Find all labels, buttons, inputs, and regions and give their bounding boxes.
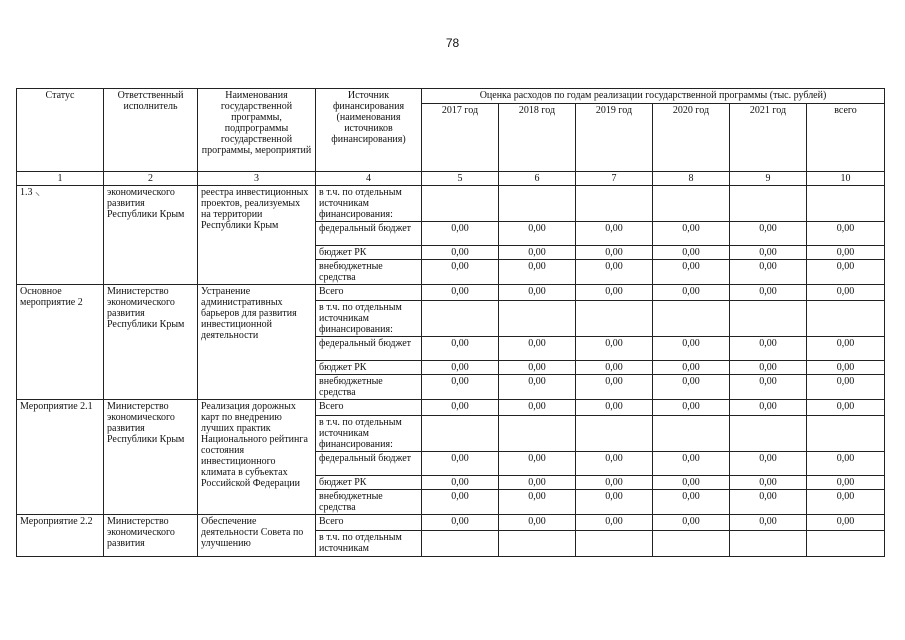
value-cell: 0,00 xyxy=(576,337,653,361)
source-cell: бюджет РК xyxy=(316,476,422,490)
program-cell: Обеспечение деятельности Совета по улучшению xyxy=(198,515,316,557)
value-cell xyxy=(576,416,653,452)
total-value-cell xyxy=(807,416,885,452)
source-cell: бюджет РК xyxy=(316,246,422,260)
source-cell: федеральный бюджет xyxy=(316,337,422,361)
value-cell: 0,00 xyxy=(730,452,807,476)
value-cell: 0,00 xyxy=(730,246,807,260)
value-cell xyxy=(499,531,576,557)
value-cell: 0,00 xyxy=(422,337,499,361)
value-cell: 0,00 xyxy=(730,515,807,531)
header-estimate: Оценка расходов по годам реализации государственной программы (тыс. рублей) xyxy=(422,89,885,104)
value-cell: 0,00 xyxy=(422,452,499,476)
value-cell xyxy=(576,186,653,222)
status-cell: Основное мероприятие 2 xyxy=(17,285,104,400)
value-cell: 0,00 xyxy=(422,515,499,531)
column-index: 5 xyxy=(422,172,499,186)
total-value-cell xyxy=(807,301,885,337)
value-cell xyxy=(730,301,807,337)
total-value-cell: 0,00 xyxy=(807,285,885,301)
total-value-cell xyxy=(807,186,885,222)
column-index: 2 xyxy=(104,172,198,186)
header-executor: Ответственный исполнитель xyxy=(104,89,198,172)
value-cell: 0,00 xyxy=(422,246,499,260)
value-cell: 0,00 xyxy=(422,375,499,400)
source-cell: бюджет РК xyxy=(316,361,422,375)
value-cell: 0,00 xyxy=(576,260,653,285)
total-value-cell: 0,00 xyxy=(807,246,885,260)
table-header xyxy=(17,89,885,186)
source-cell: внебюджетные средства xyxy=(316,490,422,515)
value-cell: 0,00 xyxy=(576,476,653,490)
value-cell xyxy=(653,301,730,337)
total-value-cell: 0,00 xyxy=(807,260,885,285)
value-cell: 0,00 xyxy=(499,361,576,375)
table-row xyxy=(17,515,885,531)
value-cell: 0,00 xyxy=(576,285,653,301)
total-value-cell: 0,00 xyxy=(807,361,885,375)
status-cell: 1.3 ⸜ xyxy=(17,186,104,285)
header-total: всего xyxy=(807,104,885,172)
column-index: 1 xyxy=(17,172,104,186)
total-value-cell: 0,00 xyxy=(807,515,885,531)
value-cell: 0,00 xyxy=(730,260,807,285)
column-index: 10 xyxy=(807,172,885,186)
header-program: Наименования государственной программы, подпрограммы государственной программы, мероприятий xyxy=(198,89,316,172)
value-cell: 0,00 xyxy=(653,452,730,476)
value-cell: 0,00 xyxy=(499,222,576,246)
value-cell: 0,00 xyxy=(653,490,730,515)
total-value-cell: 0,00 xyxy=(807,400,885,416)
value-cell: 0,00 xyxy=(653,375,730,400)
value-cell: 0,00 xyxy=(499,452,576,476)
value-cell: 0,00 xyxy=(576,246,653,260)
value-cell: 0,00 xyxy=(499,400,576,416)
value-cell: 0,00 xyxy=(576,515,653,531)
value-cell: 0,00 xyxy=(730,490,807,515)
value-cell: 0,00 xyxy=(499,246,576,260)
value-cell: 0,00 xyxy=(653,246,730,260)
page-number: 78 xyxy=(445,36,460,50)
value-cell xyxy=(653,186,730,222)
budget-table xyxy=(16,88,885,557)
total-value-cell: 0,00 xyxy=(807,490,885,515)
value-cell: 0,00 xyxy=(653,285,730,301)
value-cell: 0,00 xyxy=(499,260,576,285)
value-cell: 0,00 xyxy=(653,361,730,375)
table-body xyxy=(17,186,885,557)
value-cell: 0,00 xyxy=(422,260,499,285)
total-value-cell: 0,00 xyxy=(807,337,885,361)
table-row xyxy=(17,285,885,301)
header-year: 2019 год xyxy=(576,104,653,172)
value-cell: 0,00 xyxy=(653,476,730,490)
value-cell xyxy=(422,531,499,557)
executor-cell: экономического развития Республики Крым xyxy=(104,186,198,285)
value-cell: 0,00 xyxy=(422,476,499,490)
column-index: 7 xyxy=(576,172,653,186)
value-cell xyxy=(730,531,807,557)
column-index: 8 xyxy=(653,172,730,186)
total-value-cell: 0,00 xyxy=(807,452,885,476)
program-cell: Устранение административных барьеров для развития инвестиционной деятельности xyxy=(198,285,316,400)
value-cell: 0,00 xyxy=(730,337,807,361)
source-cell: в т.ч. по отдельным источникам финансирования: xyxy=(316,186,422,222)
header-year: 2017 год xyxy=(422,104,499,172)
status-cell: Мероприятие 2.1 xyxy=(17,400,104,515)
header-year: 2018 год xyxy=(499,104,576,172)
total-value-cell xyxy=(807,531,885,557)
value-cell xyxy=(576,531,653,557)
total-value-cell: 0,00 xyxy=(807,476,885,490)
source-cell: в т.ч. по отдельным источникам xyxy=(316,531,422,557)
value-cell: 0,00 xyxy=(653,260,730,285)
program-cell: Реализация дорожных карт по внедрению лучших практик Национального рейтинга состояния инвестиционного климата в субъектах Российской Федерации xyxy=(198,400,316,515)
value-cell: 0,00 xyxy=(499,375,576,400)
total-value-cell: 0,00 xyxy=(807,222,885,246)
executor-cell: Министерство экономического развития Республики Крым xyxy=(104,285,198,400)
value-cell: 0,00 xyxy=(422,285,499,301)
source-cell: Всего xyxy=(316,285,422,301)
value-cell: 0,00 xyxy=(499,476,576,490)
header-source: Источник финансирования (наименования источников финансирования) xyxy=(316,89,422,172)
value-cell xyxy=(499,416,576,452)
source-cell: федеральный бюджет xyxy=(316,222,422,246)
value-cell xyxy=(422,416,499,452)
value-cell: 0,00 xyxy=(499,337,576,361)
value-cell: 0,00 xyxy=(730,476,807,490)
status-cell: Мероприятие 2.2 xyxy=(17,515,104,557)
column-index-row xyxy=(17,172,885,186)
table-row xyxy=(17,186,885,222)
value-cell xyxy=(730,186,807,222)
header-year: 2021 год xyxy=(730,104,807,172)
value-cell: 0,00 xyxy=(576,452,653,476)
value-cell xyxy=(422,186,499,222)
value-cell xyxy=(653,531,730,557)
source-cell: в т.ч. по отдельным источникам финансирования: xyxy=(316,416,422,452)
value-cell xyxy=(730,416,807,452)
value-cell: 0,00 xyxy=(422,490,499,515)
value-cell: 0,00 xyxy=(499,285,576,301)
source-cell: в т.ч. по отдельным источникам финансирования: xyxy=(316,301,422,337)
header-year: 2020 год xyxy=(653,104,730,172)
column-index: 6 xyxy=(499,172,576,186)
value-cell: 0,00 xyxy=(576,222,653,246)
column-index: 3 xyxy=(198,172,316,186)
program-cell: реестра инвестиционных проектов, реализуемых на территории Республики Крым xyxy=(198,186,316,285)
value-cell: 0,00 xyxy=(576,375,653,400)
value-cell: 0,00 xyxy=(653,400,730,416)
value-cell xyxy=(499,301,576,337)
total-value-cell: 0,00 xyxy=(807,375,885,400)
source-cell: Всего xyxy=(316,400,422,416)
source-cell: федеральный бюджет xyxy=(316,452,422,476)
value-cell: 0,00 xyxy=(422,361,499,375)
executor-cell: Министерство экономического развития xyxy=(104,515,198,557)
value-cell: 0,00 xyxy=(576,490,653,515)
value-cell xyxy=(422,301,499,337)
value-cell: 0,00 xyxy=(730,400,807,416)
column-index: 4 xyxy=(316,172,422,186)
source-cell: Всего xyxy=(316,515,422,531)
value-cell: 0,00 xyxy=(653,337,730,361)
value-cell xyxy=(499,186,576,222)
value-cell: 0,00 xyxy=(499,515,576,531)
value-cell: 0,00 xyxy=(576,361,653,375)
value-cell xyxy=(653,416,730,452)
value-cell: 0,00 xyxy=(422,400,499,416)
value-cell: 0,00 xyxy=(730,222,807,246)
source-cell: внебюджетные средства xyxy=(316,260,422,285)
value-cell: 0,00 xyxy=(730,361,807,375)
value-cell: 0,00 xyxy=(730,375,807,400)
table-row xyxy=(17,400,885,416)
value-cell: 0,00 xyxy=(576,400,653,416)
value-cell: 0,00 xyxy=(499,490,576,515)
source-cell: внебюджетные средства xyxy=(316,375,422,400)
value-cell xyxy=(576,301,653,337)
value-cell: 0,00 xyxy=(422,222,499,246)
column-index: 9 xyxy=(730,172,807,186)
executor-cell: Министерство экономического развития Республики Крым xyxy=(104,400,198,515)
header-status: Статус xyxy=(17,89,104,172)
value-cell: 0,00 xyxy=(653,222,730,246)
value-cell: 0,00 xyxy=(730,285,807,301)
value-cell: 0,00 xyxy=(653,515,730,531)
